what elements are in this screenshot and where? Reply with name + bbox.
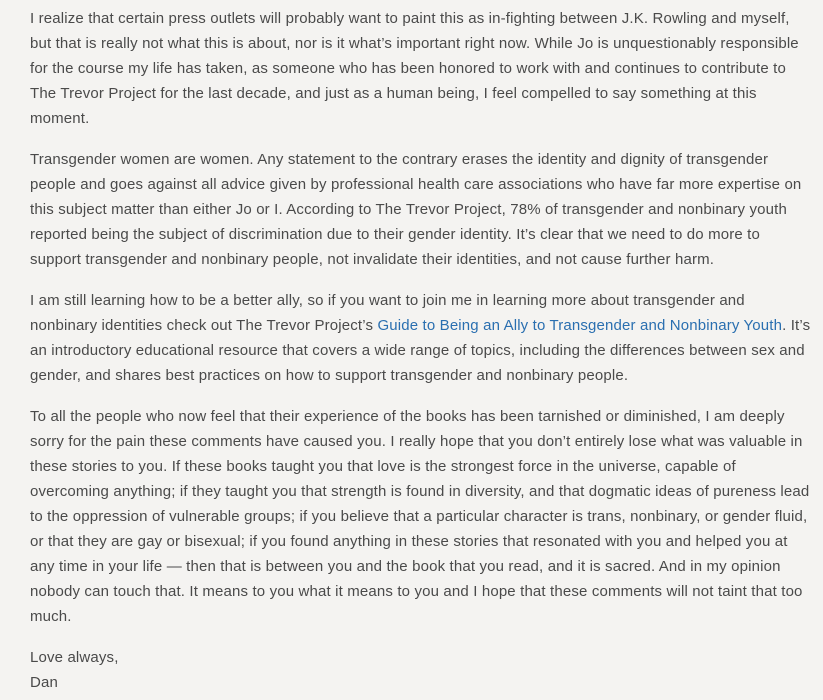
paragraph-readers-apology: To all the people who now feel that their experience of the books has been tarnished or diminished, I am deeply sorry for the pain these comments have caused you. I really hope that you don’t entirely lose what was valuable in these stories to you. If these books taught you that love is the strongest force in the universe, capable of overcoming anything; if they taught you that strength is found in diversity, and that dogmatic ideas of pureness lead to the oppression of vulnerable groups; if you believe that a particular character is trans, nonbinary, or gender fluid, or that they are gay or bisexual; if you found anything in these stories that resonated with you and helped you at any time in your life — then that is between you and the book that you read, and it is sacred. And in my opinion nobody can touch that. It means to you what it means to you and I hope that these comments will not taint that too much. [30,408,810,625]
paragraph-ally-guide [30,288,811,388]
ally-guide-link[interactable]: Guide to Being an Ally to Transgender and Nonbinary Youth [377,317,783,334]
closing-line: Love always, [30,649,119,666]
paragraph-press-outlets: I realize that certain press outlets will probably want to paint this as in-fighting between J.K. Rowling and myself, but that is really not what this is about, nor is it what’s important right now. While Jo is unquestionably responsible for the course my life has taken, as someone who has been honored to work with and continues to contribute to The Trevor Project for the last decade, and just as a human being, I feel compelled to say something at this moment. [30,10,799,127]
paragraph-transgender-women: Transgender women are women. Any statement to the contrary erases the identity and dignity of transgender people and goes against all advice given by professional health care associations who have far more expertise on this subject matter than either Jo or I. According to The Trevor Project, 78% of transgender and nonbinary youth reported being the subject of discrimination due to their gender identity. It’s clear that we need to do more to support transgender and nonbinary people, not invalidate their identities, and not cause further harm. [30,151,802,268]
paragraph-ally-text-before: I am still learning how to be a better ally, so if you want to join me in learning more about transgender and nonbinary identities check out The Trevor Project’s [30,292,745,334]
paragraph-ally-text-after: . It’s an introductory educational resource that covers a wide range of topics, including the differences between sex and gender, and shares best practices on how to support transgender and nonbinary people. [30,317,811,384]
signature: Dan [30,674,58,691]
